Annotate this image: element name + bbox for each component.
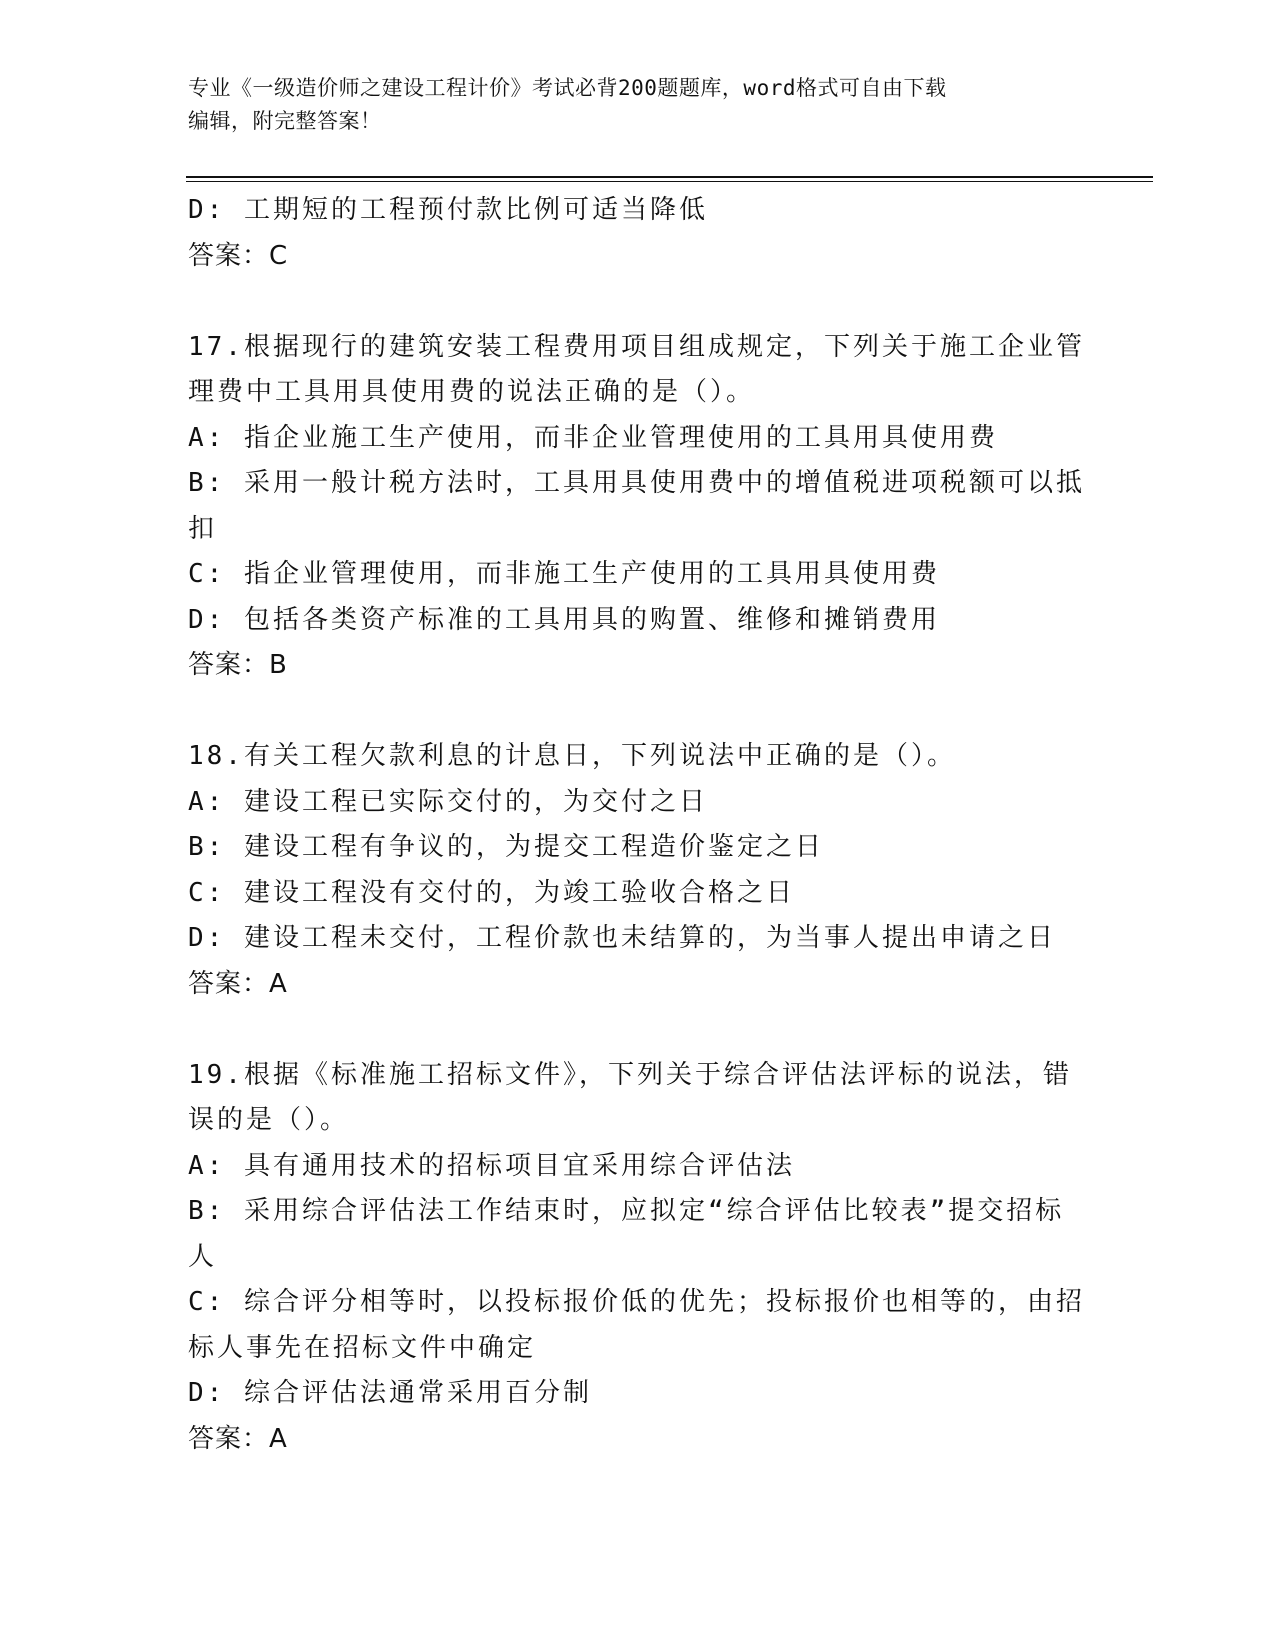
- question-stem-continued: 误的是（）。: [188, 1105, 350, 1135]
- option-a: A: 具有通用技术的招标项目宜采用综合评估法: [188, 1150, 795, 1181]
- header-line-2: 编辑，附完整答案！: [188, 109, 382, 133]
- option-d: D: 包括各类资产标准的工具用具的购置、维修和摊销费用: [188, 604, 940, 635]
- option-c-continued: 标人事先在招标文件中确定: [188, 1332, 537, 1363]
- option-d: D: 建设工程未交付，工程价款也未结算的，为当事人提出申请之日: [188, 923, 1056, 953]
- answer-line: 答案：B: [188, 650, 288, 680]
- answer-line: 答案：A: [188, 968, 288, 999]
- option-a: A: 建设工程已实际交付的，为交付之日: [188, 786, 708, 817]
- header-line-1: 专业《一级造价师之建设工程计价》考试必背200题题库，word格式可自由下载: [188, 76, 947, 100]
- option-b: B: 建设工程有争议的，为提交工程造价鉴定之日: [188, 832, 824, 862]
- header-rule-thin: [186, 181, 1153, 182]
- question-stem-continued: 理费中工具用具使用费的说法正确的是（）。: [188, 377, 756, 407]
- question-17: [188, 325, 1088, 689]
- question-stem: 18.有关工程欠款利息的计息日，下列说法中正确的是（）。: [188, 741, 956, 771]
- question-stem: 17.根据现行的建筑安装工程费用项目组成规定，下列关于施工企业管: [188, 331, 1085, 362]
- spacer: [188, 1007, 1088, 1053]
- option-d: D: 综合评估法通常采用百分制: [188, 1378, 592, 1408]
- header-rule-thick: [186, 176, 1153, 178]
- question-19: [188, 1053, 1088, 1463]
- spacer: [188, 279, 1088, 325]
- answer-line: 答案：C: [188, 240, 289, 271]
- option-d: D: 工期短的工程预付款比例可适当降低: [188, 195, 708, 225]
- option-b: B: 采用一般计税方法时，工具用具使用费中的增值税进项税额可以抵: [188, 468, 1085, 498]
- option-c: C: 建设工程没有交付的，为竣工验收合格之日: [188, 877, 795, 908]
- option-b: B: 采用综合评估法工作结束时，应拟定“综合评估比较表”提交招标: [188, 1196, 1065, 1226]
- question-18: [188, 734, 1088, 1007]
- option-b-continued: 人: [188, 1241, 218, 1272]
- answer-line: 答案：A: [188, 1423, 288, 1454]
- spacer: [188, 689, 1088, 735]
- option-c: C: 指企业管理使用，而非施工生产使用的工具用具使用费: [188, 559, 940, 589]
- option-a: A: 指企业施工生产使用，而非企业管理使用的工具用具使用费: [188, 422, 998, 453]
- option-c: C: 综合评分相等时，以投标报价低的优先；投标报价也相等的，由招: [188, 1287, 1085, 1317]
- page-header: [188, 72, 1088, 138]
- question-list: [188, 188, 1088, 1462]
- question-stem: 19.根据《标准施工招标文件》，下列关于综合评估法评标的说法，错: [188, 1059, 1072, 1090]
- question-fragment: [188, 188, 1088, 279]
- option-b-continued: 扣: [188, 513, 218, 544]
